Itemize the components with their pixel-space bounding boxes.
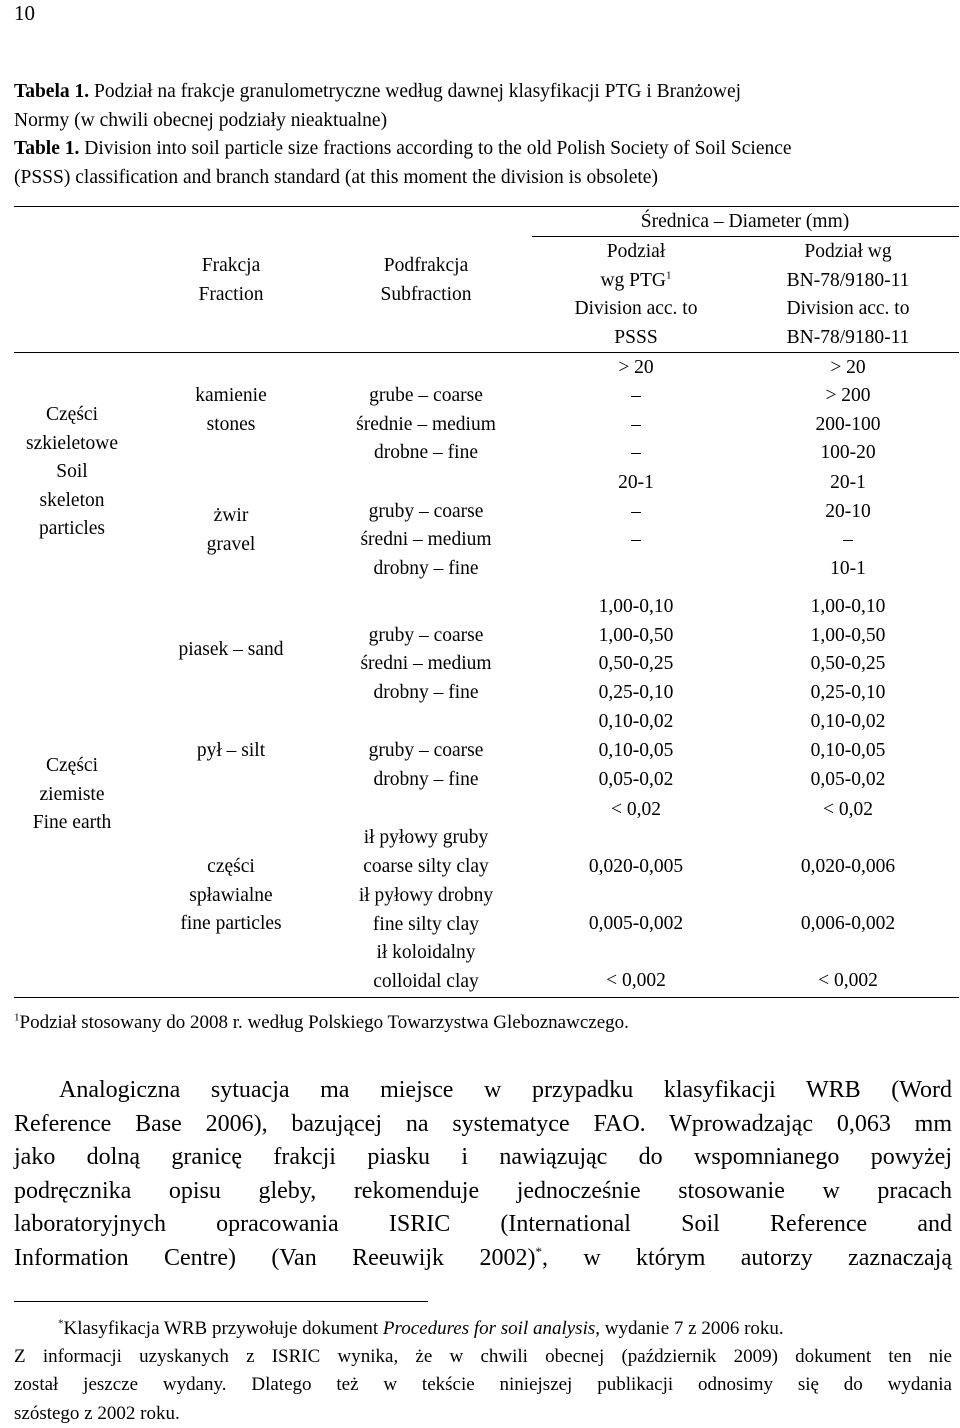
clay-sub1-en: coarse silty clay xyxy=(363,855,489,877)
header-fraction-en: Fraction xyxy=(198,283,264,305)
silt-fine-ptg: 0,05-0,02 xyxy=(598,769,674,790)
fraction-silt: pył – silt xyxy=(196,740,266,761)
fraction-clay-l2: spławialne xyxy=(189,884,273,906)
clay-coarse-silty-ptg: 0,020-0,005 xyxy=(588,856,684,877)
sand-total-bn: 1,00-0,10 xyxy=(810,596,886,617)
clay-total-ptg: < 0,02 xyxy=(611,799,661,820)
page-footnote-line-3: został jeszcze wydany. Dlatego też w tekście niniejszej publikacji odnosimy się do wydania xyxy=(14,1374,952,1396)
group-fine-l1: Części xyxy=(46,755,98,776)
clay-sub-colloidal xyxy=(373,939,479,996)
gravel-sub-coarse: gruby – coarse xyxy=(368,501,484,522)
sand-sub-fine: drobny – fine xyxy=(373,682,479,703)
header-subfraction-en: Subfraction xyxy=(380,283,472,305)
sand-medium-ptg: 0,50-0,25 xyxy=(598,653,674,674)
header-ptg-l3: Division acc. to xyxy=(574,298,698,320)
body-paragraph xyxy=(14,1074,952,1275)
stones-total-bn: > 20 xyxy=(830,357,866,378)
header-subfraction xyxy=(381,252,472,309)
table-top-rule xyxy=(14,206,959,207)
clay-sub1-pl: ił pyłowy gruby xyxy=(363,827,489,848)
gravel-medium-bn: – xyxy=(843,529,853,550)
header-fraction-pl: Frakcja xyxy=(201,255,261,276)
fraction-clay-l1: części xyxy=(207,856,255,877)
group-skeleton-l3: Soil xyxy=(56,461,88,483)
sand-coarse-ptg: 1,00-0,50 xyxy=(598,625,674,646)
clay-sub2-pl: ił pyłowy drobny xyxy=(358,885,494,906)
page-footnote-line-4: szóstego z 2002 roku. xyxy=(14,1402,180,1424)
gravel-sub-fine: drobny – fine xyxy=(373,558,479,579)
sand-medium-bn: 0,50-0,25 xyxy=(810,653,886,674)
clay-total-bn: < 0,02 xyxy=(823,799,873,820)
sand-fine-bn: 0,25-0,10 xyxy=(810,682,886,703)
gravel-sub-medium: średni – medium xyxy=(360,529,492,550)
table-footnote xyxy=(14,1012,629,1034)
clay-sub-fine-silty xyxy=(359,882,493,939)
silt-coarse-ptg: 0,10-0,05 xyxy=(598,740,674,761)
stones-medium-bn: 200-100 xyxy=(815,414,881,435)
body-line-6b: , w którym autorzy zaznaczają xyxy=(541,1244,952,1271)
sand-sub-medium: średni – medium xyxy=(360,653,492,674)
caption-pl-label: Tabela 1. xyxy=(14,81,90,102)
header-subfraction-pl: Podfrakcja xyxy=(383,255,469,276)
header-ptg-l1: Podział xyxy=(606,241,666,262)
sand-fine-ptg: 0,25-0,10 xyxy=(598,682,674,703)
header-bn-l2: BN-78/9180-11 xyxy=(786,269,910,291)
sand-sub-coarse: gruby – coarse xyxy=(368,625,484,646)
clay-colloidal-ptg: < 0,002 xyxy=(606,970,666,991)
page-footnote-line-1 xyxy=(14,1315,952,1343)
stones-coarse-bn: > 200 xyxy=(825,385,871,406)
silt-sub-coarse: gruby – coarse xyxy=(368,740,484,761)
group-skeleton xyxy=(26,401,118,544)
group-skeleton-l4: skeleton xyxy=(39,489,105,511)
page-footnote-title: Procedures for soil analysis xyxy=(382,1318,596,1339)
silt-total-ptg: 0,10-0,02 xyxy=(598,711,674,732)
page-footnote xyxy=(14,1315,952,1428)
caption-pl-text-1: Podział na frakcje granulometryczne według dawnej klasyfikacji PTG i Branżowej xyxy=(89,81,742,102)
gravel-total-bn: 20-1 xyxy=(830,472,866,493)
caption-en-text-1: Division into soil particle size fractions according to the old Polish Society of Soil Science xyxy=(79,138,792,159)
header-ptg-footnote-mark: 1 xyxy=(666,269,672,282)
clay-sub3-pl: ił koloidalny xyxy=(376,942,476,963)
stones-fine-ptg: – xyxy=(631,442,641,463)
header-diameter: Średnica – Diameter (mm) xyxy=(640,211,850,232)
body-line-5: laboratoryjnych opracowania ISRIC (International Soil Reference and xyxy=(14,1211,952,1237)
body-line-1: Analogiczna sytuacja ma miejsce w przypadku klasyfikacji WRB (Word xyxy=(59,1077,952,1103)
body-line-6 xyxy=(14,1242,952,1276)
page-number: 10 xyxy=(14,1,35,25)
body-line-3: jako dolną granicę frakcji piasku i nawiązując do wspomnianego powyżej xyxy=(14,1144,952,1170)
gravel-coarse-bn: 20-10 xyxy=(825,501,871,522)
clay-fine-silty-bn: 0,006-0,002 xyxy=(800,913,896,934)
fraction-sand: piasek – sand xyxy=(178,639,284,660)
fraction-gravel-pl: żwir xyxy=(213,505,249,526)
silt-total-bn: 0,10-0,02 xyxy=(810,711,886,732)
stones-coarse-ptg: – xyxy=(631,385,641,406)
header-ptg-l4: PSSS xyxy=(614,326,658,348)
body-line-4: podręcznika opisu gleby, rekomenduje jednocześnie stosowanie w pracach xyxy=(14,1177,952,1204)
fraction-stones-en: stones xyxy=(206,413,256,435)
clay-sub3-en: colloidal clay xyxy=(373,970,479,992)
fraction-gravel-en: gravel xyxy=(206,533,256,555)
fraction-stones-pl: kamienie xyxy=(195,385,267,406)
header-fraction xyxy=(199,252,264,309)
page-footnote-line-2: Z informacji uzyskanych z ISRIC wynika, że w chwili obecnej (październik 2009) dokument ten nie xyxy=(14,1346,952,1368)
clay-sub-coarse-silty xyxy=(363,824,489,881)
silt-fine-bn: 0,05-0,02 xyxy=(810,769,886,790)
header-bn-l4: BN-78/9180-11 xyxy=(786,326,910,348)
clay-colloidal-bn: < 0,002 xyxy=(818,970,878,991)
group-skeleton-l5: particles xyxy=(38,518,106,540)
stones-total-ptg: > 20 xyxy=(618,357,654,378)
sand-total-ptg: 1,00-0,10 xyxy=(598,596,674,617)
table-footnote-mark: 1 xyxy=(14,1011,20,1024)
table-caption-pl-line2: Normy (w chwili obecnej podziały nieaktualne) xyxy=(14,110,388,131)
stones-fine-bn: 100-20 xyxy=(820,442,876,463)
header-ptg xyxy=(575,238,698,352)
group-skeleton-l2: szkieletowe xyxy=(25,432,119,454)
page-footnote-1a: Klasyfikacja WRB przywołuje dokument xyxy=(63,1318,383,1339)
fraction-fine-particles xyxy=(180,853,281,939)
fraction-gravel xyxy=(207,502,256,559)
stones-sub-medium: średnie – medium xyxy=(356,414,496,435)
header-bn-l1: Podział wg xyxy=(804,241,892,262)
stones-sub-coarse: grube – coarse xyxy=(369,385,483,406)
gravel-total-ptg: 20-1 xyxy=(618,472,654,493)
group-fine-earth xyxy=(33,752,112,838)
fraction-clay-l3: fine particles xyxy=(180,913,282,935)
gravel-coarse-ptg: – xyxy=(631,501,641,522)
body-line-2: Reference Base 2006), bazującej na systematyce FAO. Wprowadzając 0,063 mm xyxy=(14,1110,952,1137)
silt-coarse-bn: 0,10-0,05 xyxy=(810,740,886,761)
header-bn xyxy=(787,238,910,352)
fraction-stones xyxy=(195,382,266,439)
group-fine-l3: Fine earth xyxy=(32,812,112,834)
header-bn-l3: Division acc. to xyxy=(786,298,910,320)
table-footnote-text: Podział stosowany do 2008 r. według Polskiego Towarzystwa Gleboznawczego. xyxy=(19,1012,629,1033)
group-skeleton-l1: Części xyxy=(46,404,98,425)
clay-sub2-en: fine silty clay xyxy=(372,913,480,935)
table-caption-en-line2: (PSSS) classification and branch standard (at this moment the division is obsolete) xyxy=(14,167,658,188)
gravel-medium-ptg: – xyxy=(631,529,641,550)
body-line-6a: Information Centre) (Van Reeuwijk 2002) xyxy=(14,1244,536,1271)
caption-en-label: Table 1. xyxy=(14,138,80,159)
footnote-separator xyxy=(14,1301,428,1302)
group-fine-l2: ziemiste xyxy=(39,783,105,805)
stones-sub-fine: drobne – fine xyxy=(374,442,478,463)
silt-sub-fine: drobny – fine xyxy=(373,769,479,790)
body-footnote-mark: * xyxy=(535,1243,542,1259)
gravel-fine-bn: 10-1 xyxy=(830,558,866,579)
page-footnote-mark: * xyxy=(58,1317,64,1330)
header-ptg-l2: wg PTG xyxy=(600,269,667,291)
table-caption-en-line1 xyxy=(14,134,792,163)
table-caption-pl-line1 xyxy=(14,77,741,106)
clay-fine-silty-ptg: 0,005-0,002 xyxy=(588,913,684,934)
page-footnote-1b: , wydanie 7 z 2006 roku. xyxy=(595,1318,784,1339)
table-bottom-rule xyxy=(14,997,959,998)
stones-medium-ptg: – xyxy=(631,414,641,435)
sand-coarse-bn: 1,00-0,50 xyxy=(810,625,886,646)
clay-coarse-silty-bn: 0,020-0,006 xyxy=(800,856,896,877)
